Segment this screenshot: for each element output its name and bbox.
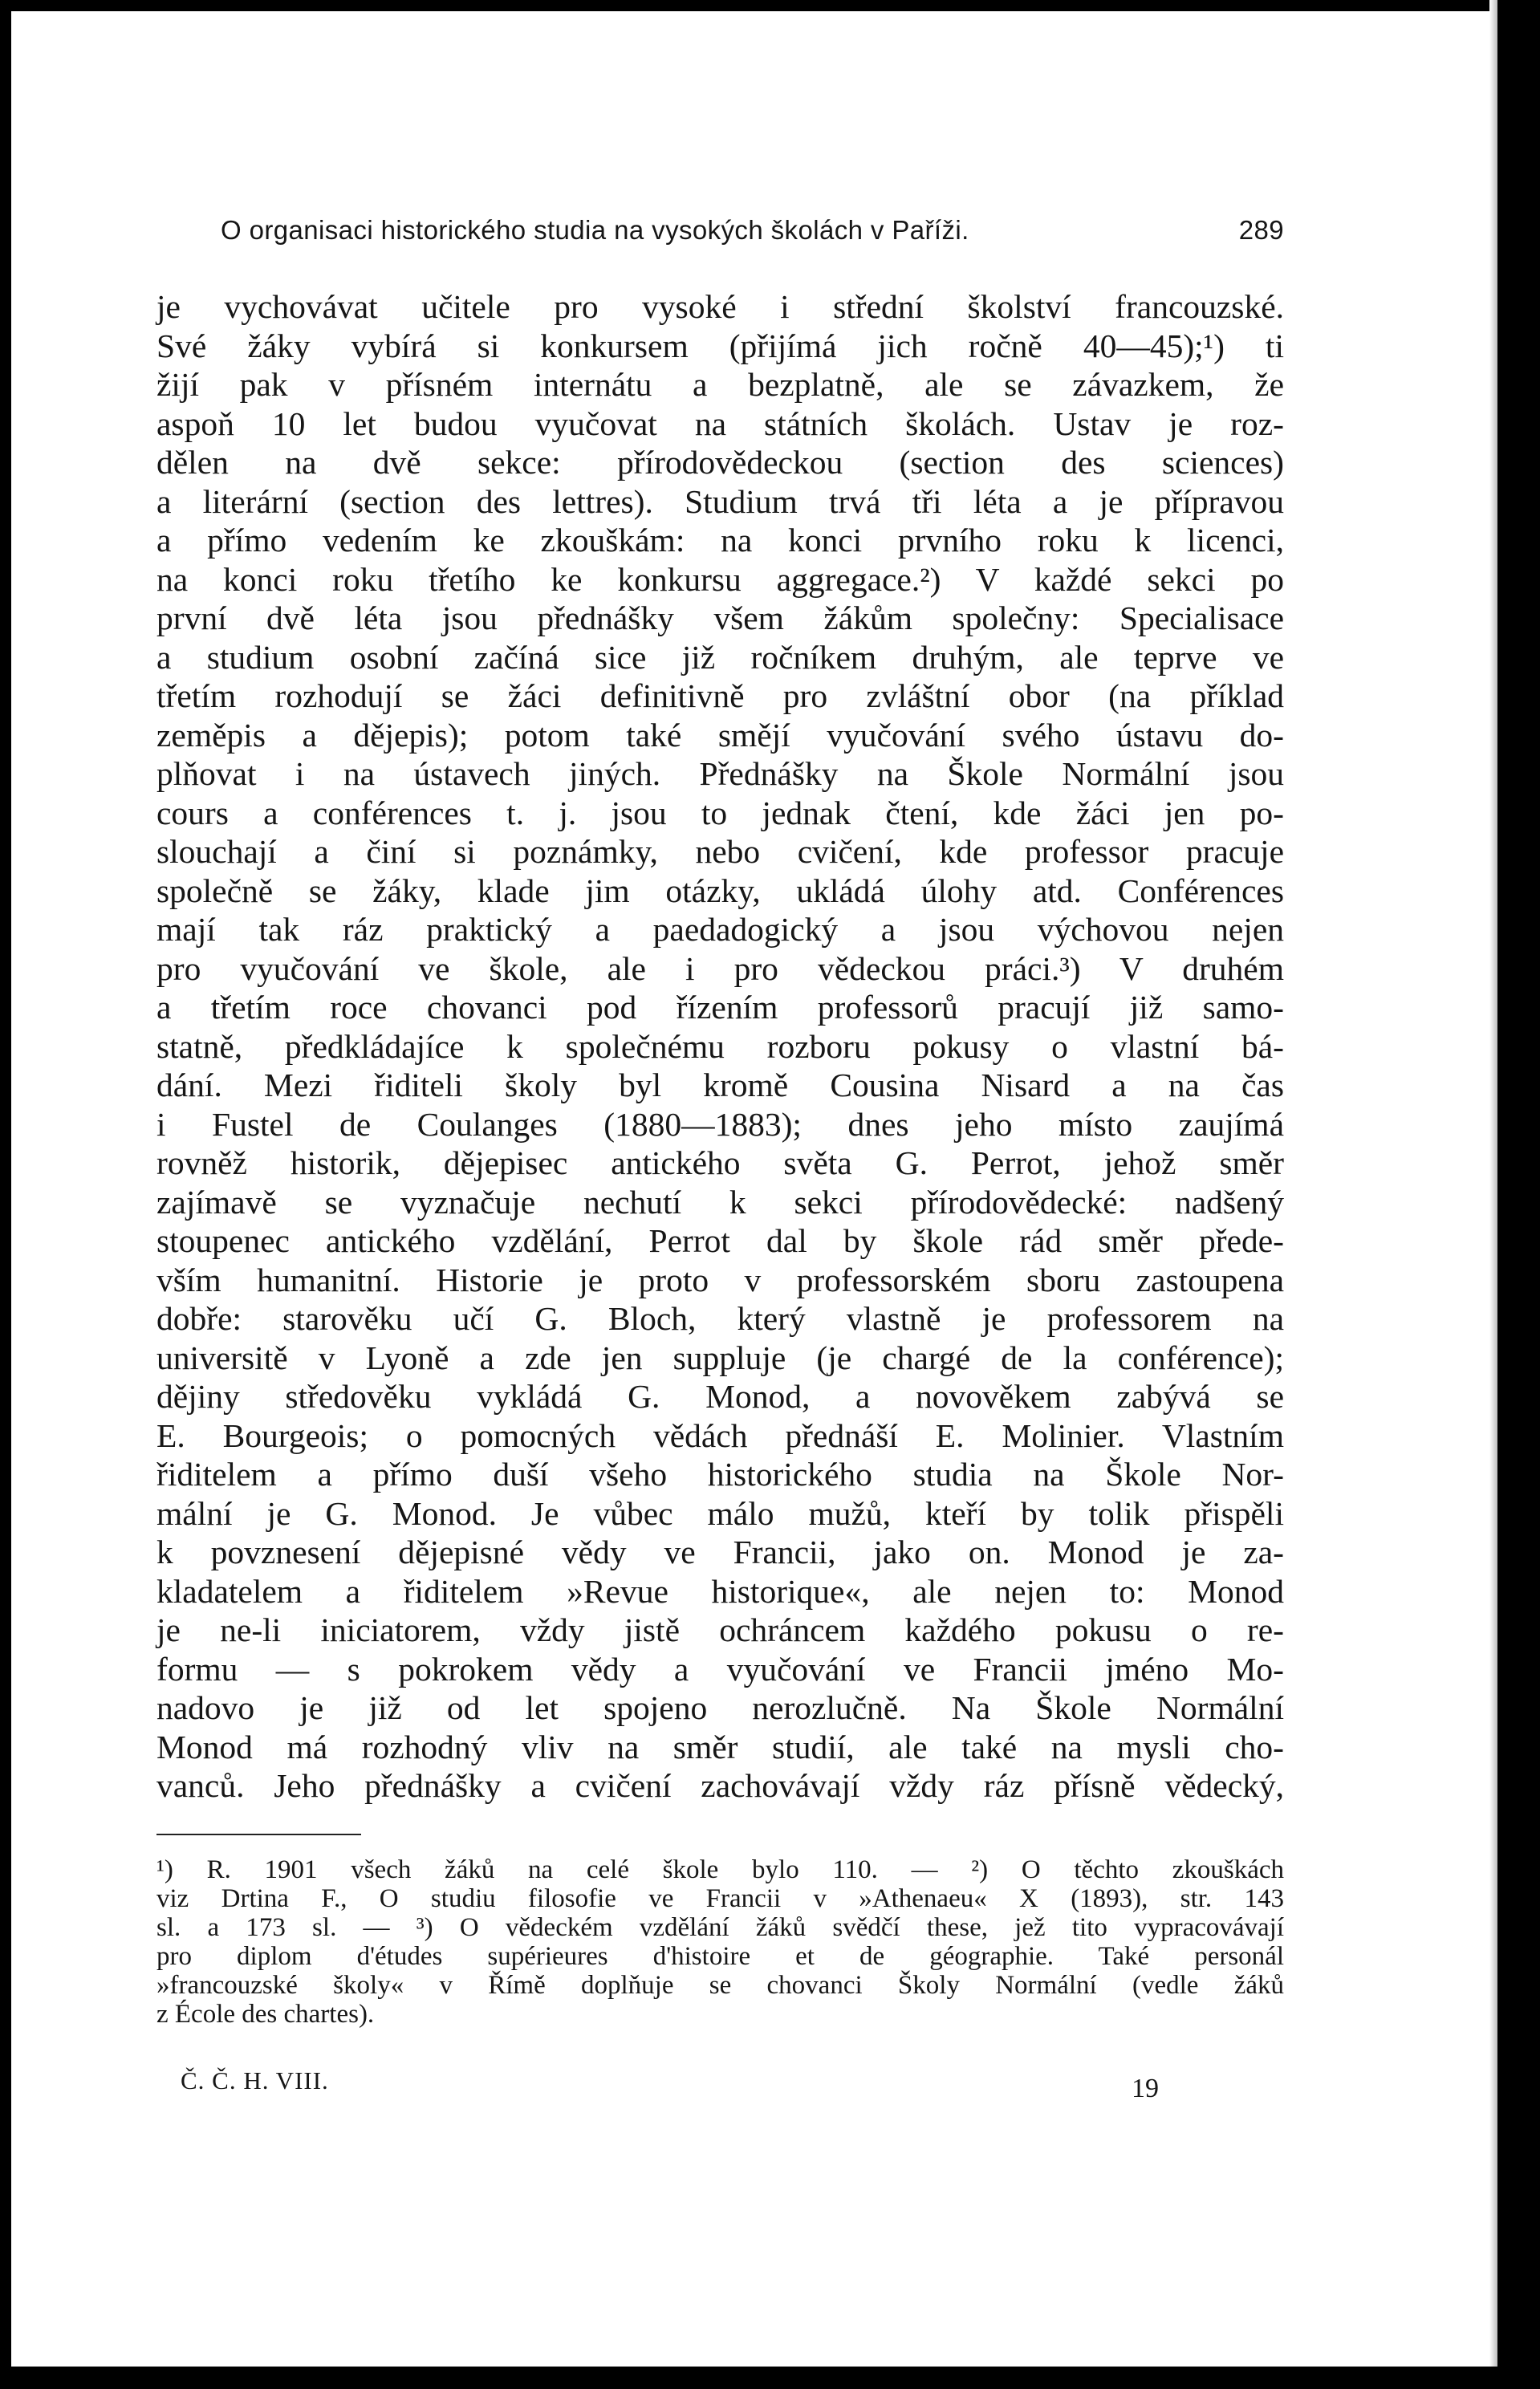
footnote-line: viz Drtina F., O studiu filosofie ve Francii v »Athenaeu« X (1893), str. 143 xyxy=(156,1884,1284,1913)
footnotes xyxy=(156,1855,1284,2029)
footnote-rule xyxy=(156,1834,361,1835)
scan-border-left xyxy=(0,0,11,2389)
body-line: stoupenec antického vzdělání, Perrot dal by škole rád směr přede- xyxy=(156,1222,1284,1259)
body-line: i Fustel de Coulanges (1880—1883); dnes jeho místo zaujímá xyxy=(156,1105,1284,1143)
sheet-number: 19 xyxy=(1132,2074,1159,2103)
body-line: aspoň 10 let budou vyučovat na státních školách. Ustav je roz- xyxy=(156,404,1284,442)
body-line: a literární (section des lettres). Studium trvá tři léta a je přípravou xyxy=(156,482,1284,520)
body-line: žijí pak v přísném internátu a bezplatně, ale se závazkem, že xyxy=(156,366,1284,403)
body-line: třetím rozhodují se žáci definitivně pro zvláštní obor (na příklad xyxy=(156,677,1284,714)
body-line: dání. Mezi řiditeli školy byl kromě Cousina Nisard a na čas xyxy=(156,1067,1284,1103)
body-line: společně se žáky, klade jim otázky, ukládá úlohy atd. Conférences xyxy=(156,871,1284,909)
body-line: dějiny středověku vykládá G. Monod, a novověkem zabývá se xyxy=(156,1378,1284,1415)
scan-border-right xyxy=(1497,0,1540,2389)
body-line: mají tak ráz praktický a paedadogický a jsou výchovou nejen xyxy=(156,911,1284,948)
body-line: E. Bourgeois; o pomocných vědách přednáší E. Molinier. Vlastním xyxy=(156,1416,1284,1454)
footnote-line: sl. a 173 sl. — ³) O vědeckém vzdělání žáků svědčí these, jež tito vypracovávají xyxy=(156,1913,1284,1942)
body-line: na konci roku třetího ke konkursu aggregace.²) V každé sekci po xyxy=(156,560,1284,598)
body-line: a přímo vedením ke zkouškám: na konci prvního roku k licenci, xyxy=(156,522,1284,559)
body-line: zeměpis a dějepis); potom také smějí vyučování svého ústavu do- xyxy=(156,716,1284,754)
body-line: a studium osobní začíná sice již ročníkem druhým, ale teprve ve xyxy=(156,638,1284,676)
running-title: O organisaci historického studia na vysokých školách v Paříži. xyxy=(221,215,969,245)
running-header xyxy=(156,215,1284,255)
page-number: 289 xyxy=(1238,215,1284,245)
sheet-signature: Č. Č. H. VIII. xyxy=(181,2066,329,2094)
scan-border-bottom xyxy=(0,2367,1540,2389)
footnote-line: ¹) R. 1901 všech žáků na celé škole bylo 110. — ²) O těchto zkouškách xyxy=(156,1855,1284,1884)
body-line: pro vyučování ve škole, ale i pro vědeckou práci.³) V druhém xyxy=(156,949,1284,987)
body-text xyxy=(156,287,1284,1806)
body-line: k povznesení dějepisné vědy ve Francii, jako on. Monod je za- xyxy=(156,1534,1284,1570)
footnote-line: z École des chartes). xyxy=(156,2000,375,2029)
body-line: je vychovávat učitele pro vysoké i střední školství francouzské. xyxy=(156,288,1284,325)
body-line: první dvě léta jsou přednášky všem žákům společny: Specialisace xyxy=(156,599,1284,636)
footnote-line: »francouzské školy« v Římě doplňuje se chovanci Školy Normální (vedle žáků xyxy=(156,1971,1284,2000)
scan-page-edge xyxy=(1489,0,1497,2389)
body-line: dělen na dvě sekce: přírodovědeckou (section des sciences) xyxy=(156,444,1284,481)
body-line: řiditelem a přímo duší všeho historického studia na Škole Nor- xyxy=(156,1456,1284,1493)
body-line: dobře: starověku učí G. Bloch, který vlastně je professorem na xyxy=(156,1300,1284,1337)
body-line: Monod má rozhodný vliv na směr studií, ale také na mysli cho- xyxy=(156,1728,1284,1765)
body-line: nadovo je již od let spojeno nerozlučně. Na Škole Normální xyxy=(156,1689,1284,1726)
body-line: vším humanitní. Historie je proto v professorském sboru zastoupena xyxy=(156,1261,1284,1298)
body-line: formu — s pokrokem vědy a vyučování ve Francii jméno Mo- xyxy=(156,1650,1284,1688)
body-line: kladatelem a řiditelem »Revue historique«, ale nejen to: Monod xyxy=(156,1572,1284,1610)
body-line: cours a conférences t. j. jsou to jednak čtení, kde žáci jen po- xyxy=(156,794,1284,831)
body-line: mální je G. Monod. Je vůbec málo mužů, kteří by tolik přispěli xyxy=(156,1494,1284,1532)
body-line: je ne-li iniciatorem, vždy jistě ochráncem každého pokusu o re- xyxy=(156,1611,1284,1648)
body-line: rovněž historik, dějepisec antického světa G. Perrot, jehož směr xyxy=(156,1144,1284,1181)
body-line: Své žáky vybírá si konkursem (přijímá jich ročně 40—45);¹) ti xyxy=(156,327,1284,364)
scan-border-top xyxy=(0,0,1540,11)
body-line: a třetím roce chovanci pod řízením professorů pracují již samo- xyxy=(156,989,1284,1026)
body-line: slouchají a činí si poznámky, nebo cvičení, kde professor pracuje xyxy=(156,833,1284,870)
body-line: plňovat i na ústavech jiných. Přednášky na Škole Normální jsou xyxy=(156,755,1284,792)
footnote-line: pro diplom d'études supérieures d'histoire et de géographie. Také personál xyxy=(156,1942,1284,1971)
body-line: zajímavě se vyznačuje nechutí k sekci přírodovědecké: nadšený xyxy=(156,1183,1284,1221)
body-line: statně, předkládajíce k společnému rozboru pokusy o vlastní bá- xyxy=(156,1027,1284,1065)
body-line: universitě v Lyoně a zde jen suppluje (je chargé de la conférence); xyxy=(156,1339,1284,1376)
body-line: vanců. Jeho přednášky a cvičení zachovávají vždy ráz přísně vědecký, xyxy=(156,1767,1284,1804)
